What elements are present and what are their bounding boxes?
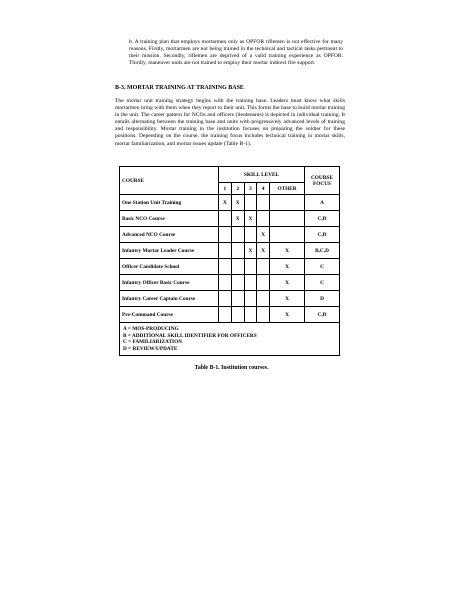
skill-mark-cell (270, 195, 305, 211)
skill-mark-cell: X (231, 195, 244, 211)
table-row (120, 259, 340, 275)
table-row (120, 211, 340, 227)
skill-mark-cell: X (270, 307, 305, 323)
skill-mark-cell (244, 227, 257, 243)
skill-mark-cell (219, 259, 232, 275)
course-focus-cell: A (305, 195, 340, 211)
course-focus-header: COURSE FOCUS (305, 167, 340, 195)
skill-mark-cell (219, 291, 232, 307)
skill-level-3-header: 3 (244, 183, 257, 195)
legend-line: B = ADDITIONAL SKILL IDENTIFIER FOR OFFICERS (123, 332, 257, 339)
section-paragraph: The mortar unit training strategy begins with the training base. Leaders must know what skills mortarmen bring with them when they report to their unit. This forms the base to build mortar training in the unit. The career pattern for NCOs and officers (lieutenants) is depicted in individual training. It entails alternating between the training base and units with progressively advanced levels of training and responsibility. Mortar training in the institution focuses on preparing the soldier for these positions. Depending on the course, the training focus includes technical training in mortar skills, mortar familiarization, and mortar issues update (Table B-1). (115, 98, 345, 147)
skill-level-5-header: OTHER (270, 183, 305, 195)
institution-courses-table (119, 166, 340, 356)
course-name-cell: Pre-Command Course (120, 307, 219, 323)
skill-mark-cell (231, 259, 244, 275)
course-name-cell: Officer Candidate School (120, 259, 219, 275)
course-focus-cell: C (305, 275, 340, 291)
course-focus-cell: C,D (305, 307, 340, 323)
skill-mark-cell: X (270, 275, 305, 291)
course-focus-cell: C,D (305, 227, 340, 243)
skill-mark-cell (270, 211, 305, 227)
section-heading: B-3. MORTAR TRAINING AT TRAINING BASE (115, 85, 244, 91)
table-legend (120, 323, 340, 356)
course-focus-cell: C,D (305, 211, 340, 227)
course-name-cell: Advanced NCO Course (120, 227, 219, 243)
skill-mark-cell: X (270, 291, 305, 307)
skill-mark-cell (219, 275, 232, 291)
skill-mark-cell (219, 243, 232, 259)
skill-level-4-header: 4 (257, 183, 270, 195)
skill-mark-cell: X (244, 211, 257, 227)
skill-mark-cell (257, 275, 270, 291)
skill-mark-cell (244, 275, 257, 291)
course-focus-cell: D (305, 291, 340, 307)
table-row (120, 243, 340, 259)
skill-mark-cell (257, 291, 270, 307)
course-name-cell: Infantry Mortar Leader Course (120, 243, 219, 259)
skill-mark-cell: X (219, 195, 232, 211)
table-row (120, 227, 340, 243)
table-row (120, 275, 340, 291)
skill-mark-cell (244, 307, 257, 323)
course-name-cell: Infantry Officer Basic Course (120, 275, 219, 291)
skill-mark-cell (257, 259, 270, 275)
table-row (120, 291, 340, 307)
legend-line: D = REVIEW/UPDATE (123, 345, 178, 352)
skill-mark-cell (231, 307, 244, 323)
skill-mark-cell (219, 211, 232, 227)
legend-line: C = FAMILIARIZATION (123, 339, 183, 346)
table-row (120, 307, 340, 323)
table-row (120, 195, 340, 211)
skill-mark-cell (231, 275, 244, 291)
skill-mark-cell (244, 259, 257, 275)
skill-mark-cell (231, 243, 244, 259)
course-name-cell: One Station Unit Training (120, 195, 219, 211)
course-name-cell: Basic NCO Course (120, 211, 219, 227)
course-name-cell: Infantry Career Captain Course (120, 291, 219, 307)
skill-mark-cell (257, 211, 270, 227)
skill-mark-cell (257, 307, 270, 323)
skill-mark-cell (257, 195, 270, 211)
skill-mark-cell: X (244, 243, 257, 259)
skill-mark-cell (231, 291, 244, 307)
skill-mark-cell (244, 195, 257, 211)
skill-mark-cell (219, 227, 232, 243)
intro-paragraph: b. A training plan that employs mortarmen only as OPFOR riflemen is not effective for many reasons. Firstly, mortarmen are not being trained in the technical and tactical tasks pertinent to their mission. Secondly, riflemen are deprived of a valid training experience as OPFOR. Thirdly, maneuver units are not trained to employ their mortar indirect fire support. (129, 39, 343, 67)
table-caption: Table B-1. Institution courses. (194, 365, 269, 371)
skill-mark-cell (219, 307, 232, 323)
skill-mark-cell: X (231, 211, 244, 227)
skill-mark-cell (244, 291, 257, 307)
legend-line: A = MOS-PRODUCING (123, 326, 179, 332)
skill-mark-cell: X (257, 227, 270, 243)
skill-mark-cell: X (270, 243, 305, 259)
skill-level-2-header: 2 (231, 183, 244, 195)
skill-mark-cell (270, 227, 305, 243)
skill-mark-cell (231, 227, 244, 243)
course-focus-cell: C (305, 259, 340, 275)
skill-level-1-header: 1 (219, 183, 232, 195)
skill-mark-cell: X (257, 243, 270, 259)
skill-mark-cell: X (270, 259, 305, 275)
course-focus-cell: B,C,D (305, 243, 340, 259)
skill-level-header: SKILL LEVEL (219, 167, 305, 183)
course-column-header: COURSE (120, 167, 219, 195)
